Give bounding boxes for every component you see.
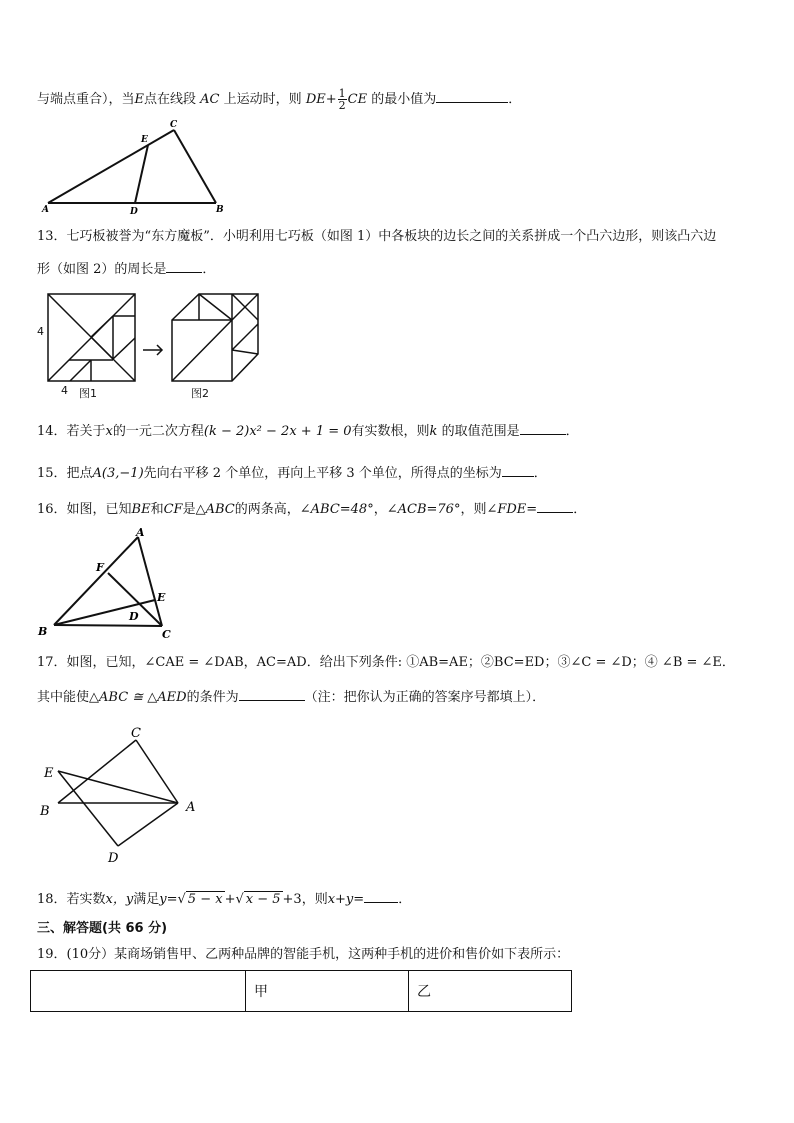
label-D: D	[130, 207, 138, 217]
section-title: 三、解答题(共 66 分)	[37, 921, 168, 936]
label-D: D	[129, 610, 139, 623]
label-E: E	[44, 766, 54, 781]
tangram-figures	[33, 290, 273, 402]
q15-line: 15．把点A(3,−1)先向右平移 2 个单位，再向上平移 3 个单位，所得点的坐标为 ．	[37, 462, 547, 483]
q13-line2: 形（如图 2）的周长是 ．	[37, 258, 215, 279]
answer-blank	[502, 462, 534, 477]
q16-line: 16．如图，已知BE和CF是△ABC的两条高，∠ABC=48°，∠ACB=76°，则∠FDE= ．	[37, 498, 586, 519]
side-left-label: 4	[37, 325, 44, 338]
table-header-cell	[31, 971, 246, 1012]
q18-line: 18．若实数x，y满足y=√ 5 − x +√ x − 5 +3，则x+y= ．	[37, 888, 411, 909]
side-bottom-label: 4	[61, 384, 68, 397]
table-header-cell: 甲	[246, 971, 409, 1012]
answer-blank	[166, 258, 202, 273]
fig1-caption: 图1	[79, 387, 97, 400]
label-D: D	[108, 851, 119, 866]
answer-blank	[436, 88, 508, 103]
label-C: C	[170, 120, 178, 130]
answer-blank	[537, 498, 573, 513]
sqrt-1: √ 5 − x	[177, 892, 223, 907]
triangle-figure-q16	[34, 525, 184, 645]
label-C: C	[162, 628, 171, 641]
answer-blank	[364, 888, 398, 903]
q13-line1: 13．七巧板被誉为“东方魔板”．小明利用七巧板（如图 1）中各板块的边长之间的关系拼成一个凸六边形，则该凸六边	[37, 229, 717, 244]
answer-blank	[520, 420, 566, 435]
q14-line: 14．若关于x的一元二次方程(k − 2)x² − 2x + 1 = 0有实数根，则k 的取值范围是 ．	[37, 420, 579, 441]
triangle-figure-q12	[40, 118, 230, 218]
label-B: B	[216, 205, 224, 215]
fig2-caption: 图2	[191, 387, 209, 400]
label-B: B	[38, 625, 48, 638]
label-E: E	[157, 591, 166, 604]
q12-line: 与端点重合），当E点在线段 AC 上运动时，则 DE+ $\frac{1}{2}$ CE 的最小值为 ．	[37, 87, 522, 112]
label-A: A	[42, 205, 49, 215]
label-A: A	[136, 526, 145, 539]
congruence-figure-q17	[36, 722, 206, 867]
sqrt-2: √ x − 5	[235, 892, 281, 907]
label-B: B	[40, 804, 50, 819]
answer-blank	[239, 686, 305, 701]
fraction-half: $\frac{1}{2}$	[338, 87, 346, 112]
q17-line2: 其中能使△ABC ≅ △AED的条件为 （注：把你认为正确的答案序号都填上）．	[37, 686, 545, 707]
label-A: A	[186, 800, 196, 815]
q19-line: 19．(10分）某商场销售甲、乙两种品牌的智能手机，这两种手机的进价和售价如下表所示：	[37, 947, 570, 962]
label-C: C	[131, 726, 141, 741]
table-header-cell: 乙	[409, 971, 572, 1012]
label-F: F	[96, 561, 104, 574]
table-row	[31, 971, 572, 1012]
q17-line1: 17．如图，已知，∠CAE = ∠DAB，AC=AD．给出下列条件: ①AB=AE；②BC=ED；③∠C = ∠D；④ ∠B = ∠E．	[37, 655, 735, 670]
label-E: E	[141, 135, 148, 145]
price-table	[30, 970, 572, 1012]
